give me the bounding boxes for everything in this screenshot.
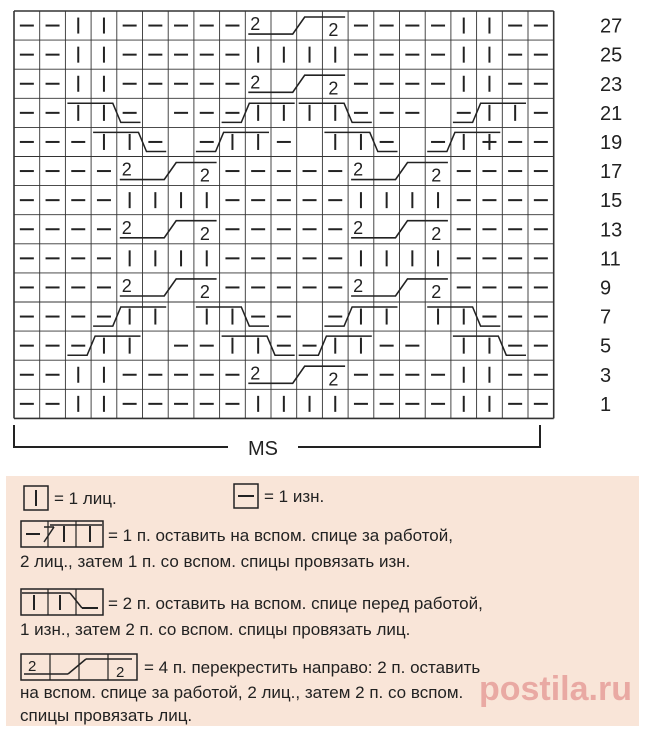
cable-numeral: 2: [431, 282, 442, 302]
row-label: 23: [600, 73, 623, 96]
row-label: 7: [600, 306, 612, 329]
four-stitch-cable-text-1: = 4 п. перекрестить направо: 2 п. оставить: [144, 658, 481, 677]
cable-numeral: 2: [199, 223, 210, 244]
cable-numeral: 2: [328, 20, 339, 41]
row-labels: [600, 16, 622, 416]
cable-numeral: 2: [431, 165, 442, 186]
row-label: 13: [600, 219, 623, 242]
chart-grid: [14, 11, 554, 418]
row-label: 3: [600, 364, 612, 387]
cable-numeral: 2: [199, 165, 210, 186]
purl-legend-text: = 1 изн.: [264, 487, 325, 506]
cable-numeral: 2: [431, 223, 442, 244]
cable-numeral: 2: [250, 363, 261, 384]
row-label: 11: [600, 248, 621, 271]
chart-symbols: [20, 14, 548, 412]
svg-text:2: 2: [116, 664, 125, 681]
row-label: 27: [600, 15, 623, 38]
ms-label: MS: [248, 438, 278, 460]
cable-numeral: 2: [353, 159, 364, 180]
row-label: 1: [600, 393, 612, 416]
purl-symbol-icon: [233, 483, 259, 509]
four-stitch-cable-icon: [20, 653, 138, 681]
right-cross-cable-icon: [20, 588, 104, 616]
four-stitch-cable-text-2: на вспом. спице за работой, 2 лиц., затем 2 п. со вспом.: [20, 683, 464, 702]
left-cross-cable-icon: [20, 520, 104, 548]
cable-numeral: 2: [353, 276, 364, 296]
row-label: 5: [600, 335, 612, 358]
right-cross-cable-text-2: 1 изн., затем 2 п. со вспом. спицы провязать лиц.: [20, 620, 411, 639]
knit-legend-text: = 1 лиц.: [54, 489, 117, 508]
cable-numeral: 2: [250, 72, 261, 93]
row-label: 21: [600, 102, 623, 125]
left-cross-cable-text-2: 2 лиц., затем 1 п. со вспом. спицы провязать изн.: [20, 552, 411, 571]
four-stitch-cable-text-3: спицы провязать лиц.: [20, 706, 193, 725]
cable-numeral: 2: [328, 369, 339, 390]
left-cross-cable-text-1: = 1 п. оставить на вспом. спице за работой,: [108, 526, 453, 545]
watermark: postila.ru: [478, 670, 632, 708]
cable-numeral: 2: [121, 217, 132, 238]
svg-text:2: 2: [28, 658, 37, 675]
row-label: 9: [600, 277, 612, 300]
cable-numeral: 2: [250, 14, 261, 35]
row-label: 15: [600, 190, 623, 213]
cable-numeral: 2: [353, 217, 364, 238]
knit-symbol-icon: [23, 485, 49, 511]
cable-numeral: 2: [199, 282, 210, 302]
row-label: 19: [600, 131, 623, 154]
row-label: 17: [600, 161, 623, 184]
row-label: 25: [600, 44, 623, 67]
cable-numeral: 2: [328, 78, 339, 99]
cable-numeral: 2: [121, 276, 132, 296]
cable-numeral: 2: [121, 159, 132, 180]
right-cross-cable-text-1: = 2 п. оставить на вспом. спице перед работой,: [108, 594, 483, 613]
ms-bracket: [14, 425, 540, 460]
